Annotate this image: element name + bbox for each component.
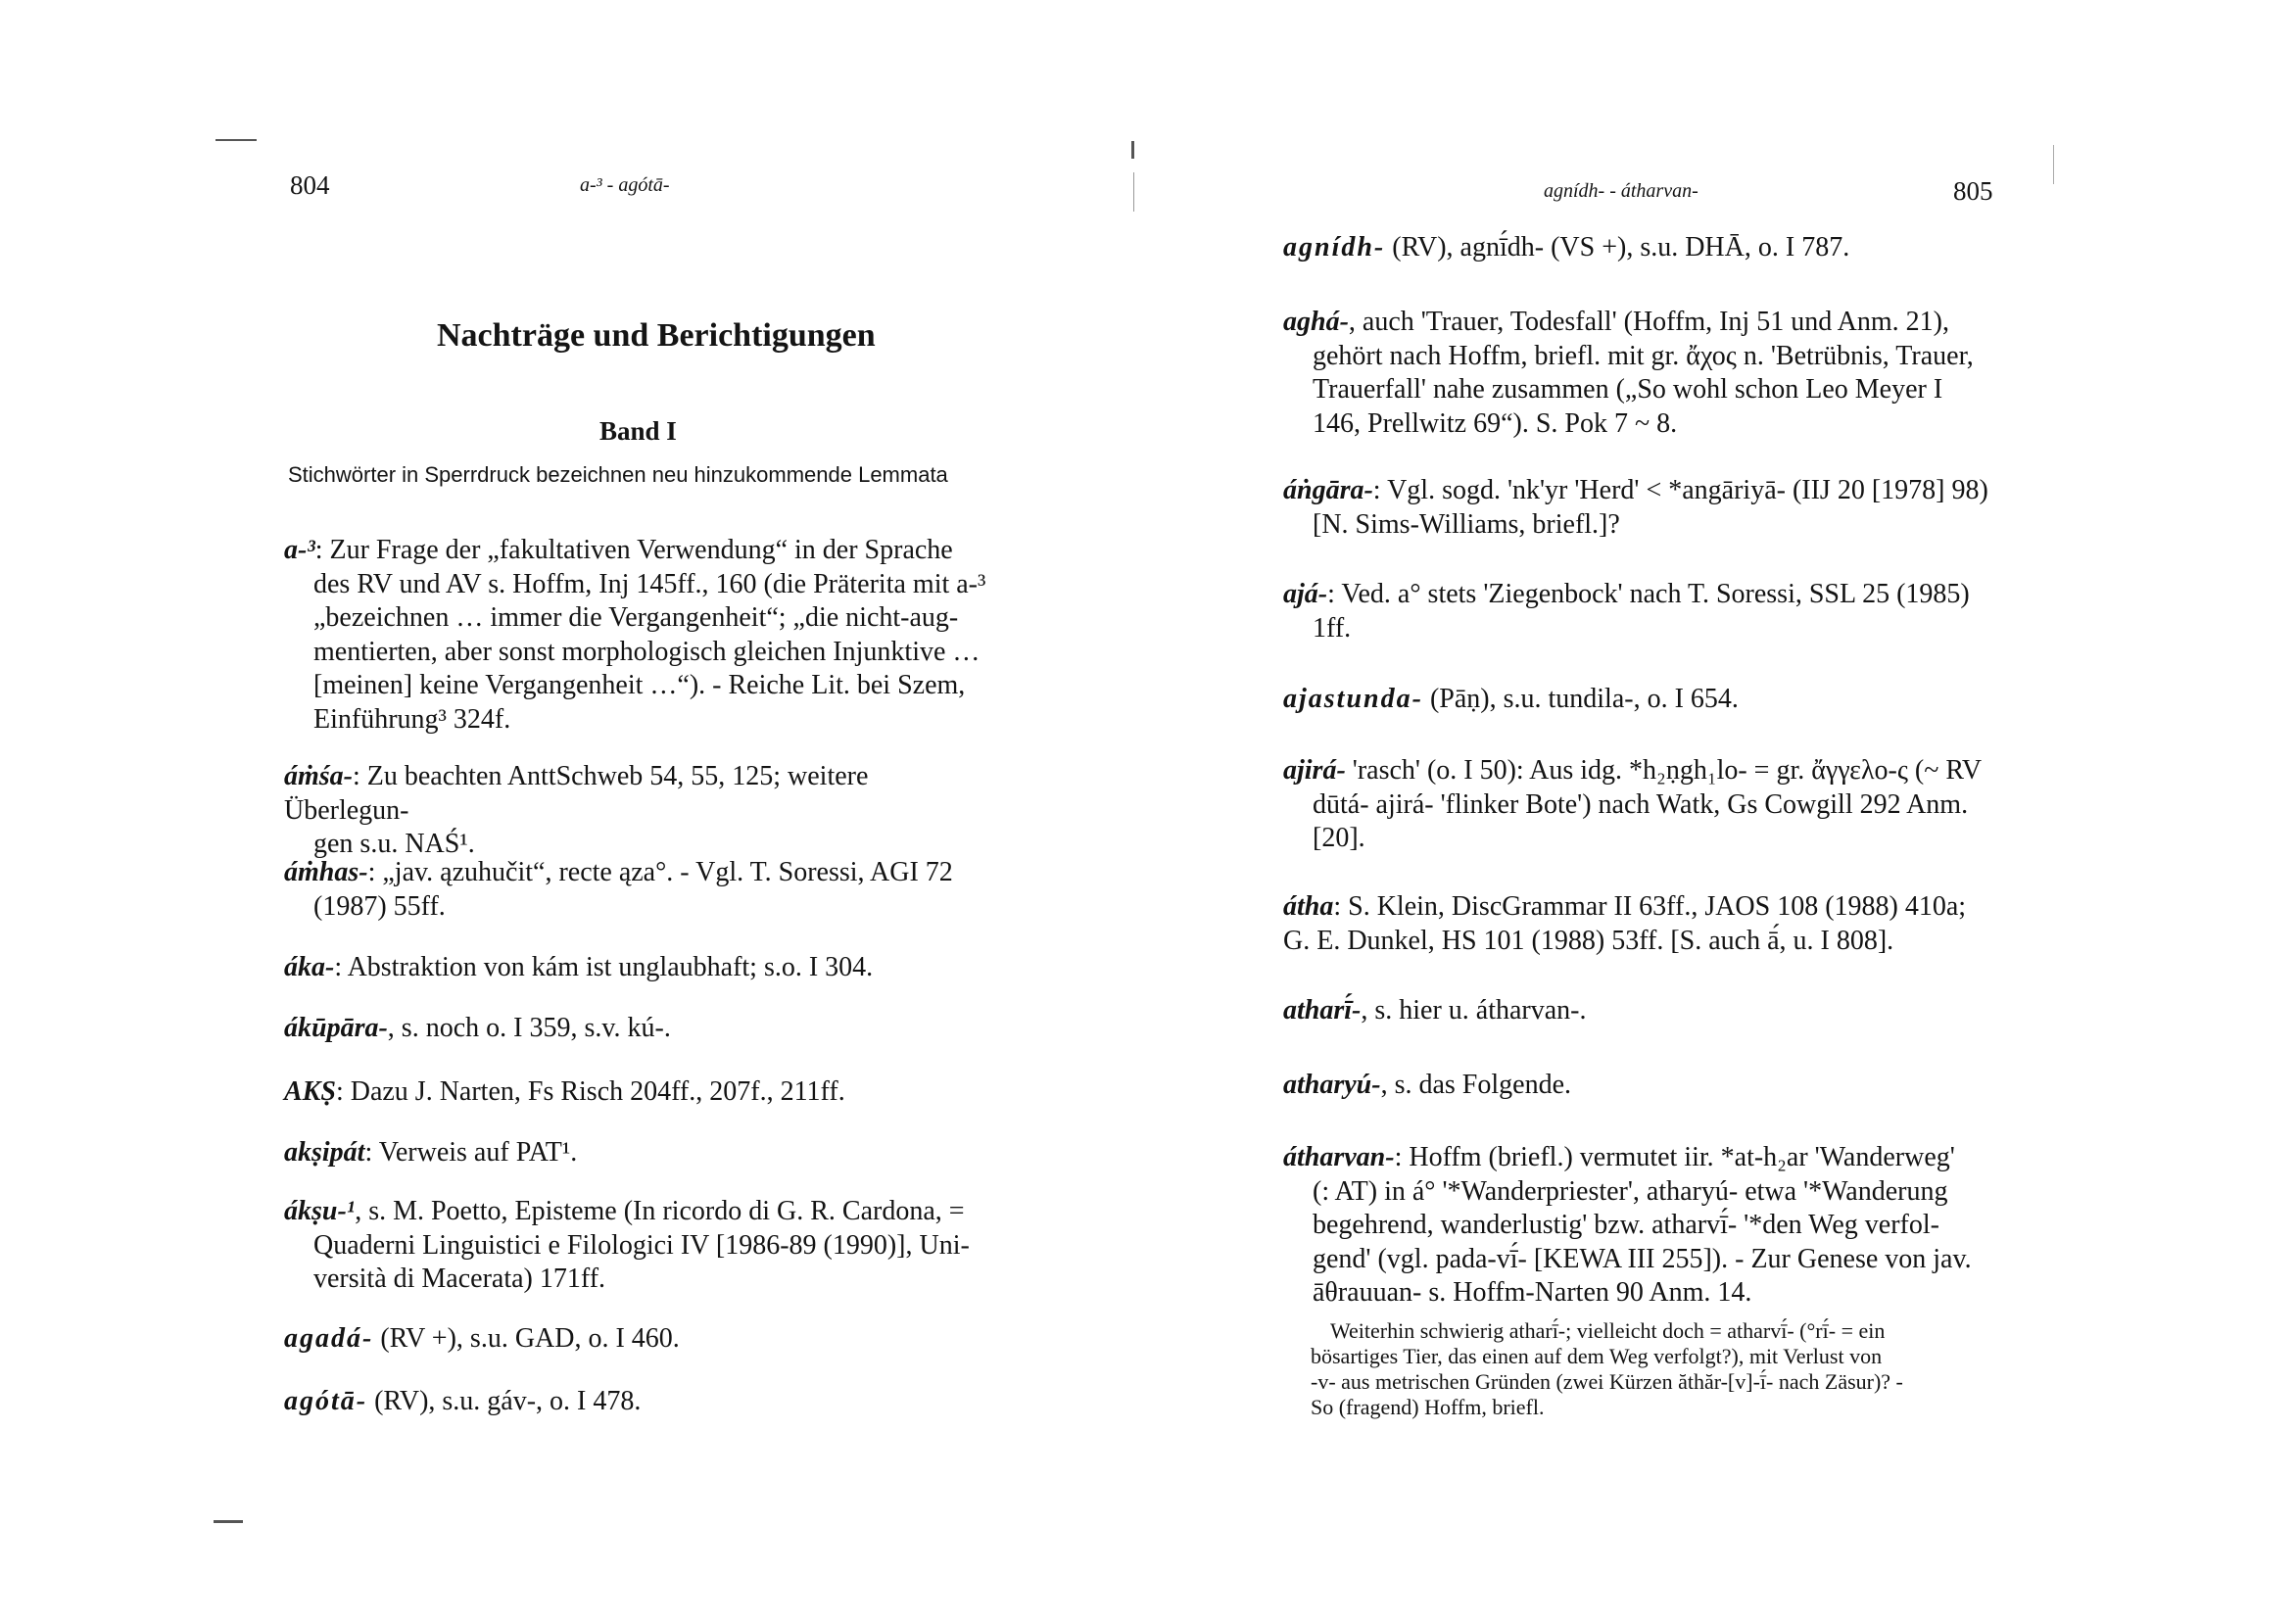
headword: atharyú- <box>1283 1070 1381 1100</box>
entry-atha: átha: S. Klein, DiscGrammar II 63ff., JAOS 108 (1988) 410a; G. E. Dunkel, HS 101 (1988) 53ff. [S. auch ā́, u. I 808]. <box>1283 891 1967 956</box>
left-running-head: a-³ - agótā- <box>580 174 670 196</box>
entry-agnidh: agnídh- (RV), agnī́dh- (VS +), s.u. DHĀ, o. I 787. <box>1283 232 1850 262</box>
headword: áka- <box>284 952 335 982</box>
entry-atharyu: atharyú-, s. das Folgende. <box>1283 1070 1572 1100</box>
headword: áṅgāra- <box>1283 475 1373 505</box>
entry-agota: agótā- (RV), s.u. gáv-, o. I 478. <box>284 1386 642 1416</box>
scan-mark-top-right <box>2053 145 2054 184</box>
headword: ákūpāra- <box>284 1013 388 1043</box>
headword: ajirá- <box>1283 755 1346 786</box>
scan-mark-bottom-left <box>214 1520 243 1523</box>
gutter-line <box>1133 172 1134 212</box>
headword: agótā- <box>284 1386 368 1416</box>
page-title: Nachträge und Berichtigungen <box>437 317 876 354</box>
headword: átharvan- <box>1283 1142 1395 1172</box>
entry-aka: áka-: Abstraktion von kám ist unglaubhaft; s.o. I 304. <box>284 952 874 982</box>
entry-aksu: ákṣu-¹, s. M. Poetto, Episteme (In ricordo di G. R. Cardona, = Quaderni Linguistici e Filologici IV [1986-89 (1990)], Uni- versità di Macerata) 171ff. <box>284 1196 970 1294</box>
entry-ajastunda: ajastunda- (Pāṇ), s.u. tundila-, o. I 654. <box>1283 684 1739 714</box>
entry-angara: áṅgāra-: Vgl. sogd. 'nk'yr 'Herd' < *angāriyā- (IIJ 20 [1978] 98) [N. Sims-Williams, briefl.]? <box>1283 475 1988 540</box>
entry-amsa: áṁśa-: Zu beachten AnttSchweb 54, 55, 125; weitere Überlegun- gen s.u. NAŚ¹. <box>284 761 869 859</box>
headword: ákṣu-¹ <box>284 1196 356 1226</box>
gutter-mark-top <box>1131 141 1134 159</box>
headword: átha <box>1283 891 1334 922</box>
headword: áṁhas- <box>284 857 368 887</box>
right-page-number: 805 <box>1953 176 1993 206</box>
entry-aksipat: akṣipát: Verweis auf PAT¹. <box>284 1137 578 1168</box>
headword: ajá- <box>1283 579 1328 609</box>
entry-amhas: áṁhas-: „jav. ązuhučit“, recte ąza°. - Vgl. T. Soressi, AGI 72 (1987) 55ff. <box>284 857 953 922</box>
headword: a-³ <box>284 535 315 565</box>
scan-mark-top-left <box>215 139 257 141</box>
entry-atharvan: átharvan-: Hoffm (briefl.) vermutet iir. *at-h₂ar 'Wanderweg' (: AT) in á° '*Wanderpriester', atharyú- etwa '*Wanderung begehrend, wanderlustig' bzw. atharvī́- '*den Weg verfol- gend' (vgl. pada-vī́- [KEWA III 255]). - Zur Genese von jav. āθrauuan- s. Hoffm-Narten 90 Anm. 14. <box>1283 1142 1972 1308</box>
headword: áṁśa- <box>284 761 353 791</box>
entry-aks: AKṢ: Dazu J. Narten, Fs Risch 204ff., 207f., 211ff. <box>284 1076 845 1107</box>
lemma-note: Stichwörter in Sperrdruck bezeichnen neu hinzukommende Lemmata <box>288 462 948 487</box>
headword: agadá- <box>284 1323 374 1354</box>
entry-aja: ajá-: Ved. a° stets 'Ziegenbock' nach T. Soressi, SSL 25 (1985) 1ff. <box>1283 579 1970 644</box>
entry-akupara: ákūpāra-, s. noch o. I 359, s.v. kú-. <box>284 1013 671 1043</box>
section-heading: Band I <box>599 416 677 446</box>
footnote-block: Weiterhin schwierig atharī́-; vielleicht doch = atharvī́- (°rī́- = ein bösartiges Tier, das einen auf dem Weg verfolgt?), mit Verlust von -v- aus metrischen Gründen (zwei Kürzen ăthăr-[v]-ī́- nach Zäsur)? - So (fragend) Hoffm, briefl. <box>1311 1318 1903 1419</box>
left-page-number: 804 <box>290 170 330 200</box>
headword: aghá- <box>1283 307 1349 337</box>
right-running-head: agnídh- - átharvan- <box>1544 180 1698 202</box>
headword: ajastunda- <box>1283 684 1423 714</box>
entry-agha: aghá-, auch 'Trauer, Todesfall' (Hoffm, Inj 51 und Anm. 21), gehört nach Hoffm, briefl. mit gr. ἄχος n. 'Betrübnis, Trauer, Trauerfall' nahe zusammen („So wohl schon Leo Meyer I 146, Prellwitz 69“). S. Pok 7 ~ 8. <box>1283 307 1974 439</box>
entry-ajira: ajirá- 'rasch' (o. I 50): Aus idg. *h₂ṇgh₁lo- = gr. ἄγγελο-ς (~ RV dūtá- ajirá- 'flinker Bote') nach Watk, Gs Cowgill 292 Anm. [20]. <box>1283 755 1983 853</box>
entry-agada: agadá- (RV +), s.u. GAD, o. I 460. <box>284 1323 680 1354</box>
headword: AKṢ <box>284 1076 336 1107</box>
entry-a3: a-³: Zur Frage der „fakultativen Verwendung“ in der Sprache des RV und AV s. Hoffm, Inj 145ff., 160 (die Präterita mit a-³ „bezeichnen … immer die Vergangenheit“; „die nicht-aug- mentierten, aber sonst morphologisch gleichen Injunktive … [meinen] keine Vergangenheit …“). - Reiche Lit. bei Szem, Einführung³ 324f. <box>284 535 986 735</box>
entry-athari: atharī́-, s. hier u. átharvan-. <box>1283 995 1587 1026</box>
headword: atharī́- <box>1283 995 1362 1026</box>
headword: agnídh- <box>1283 232 1386 262</box>
headword: akṣipát <box>284 1137 365 1168</box>
